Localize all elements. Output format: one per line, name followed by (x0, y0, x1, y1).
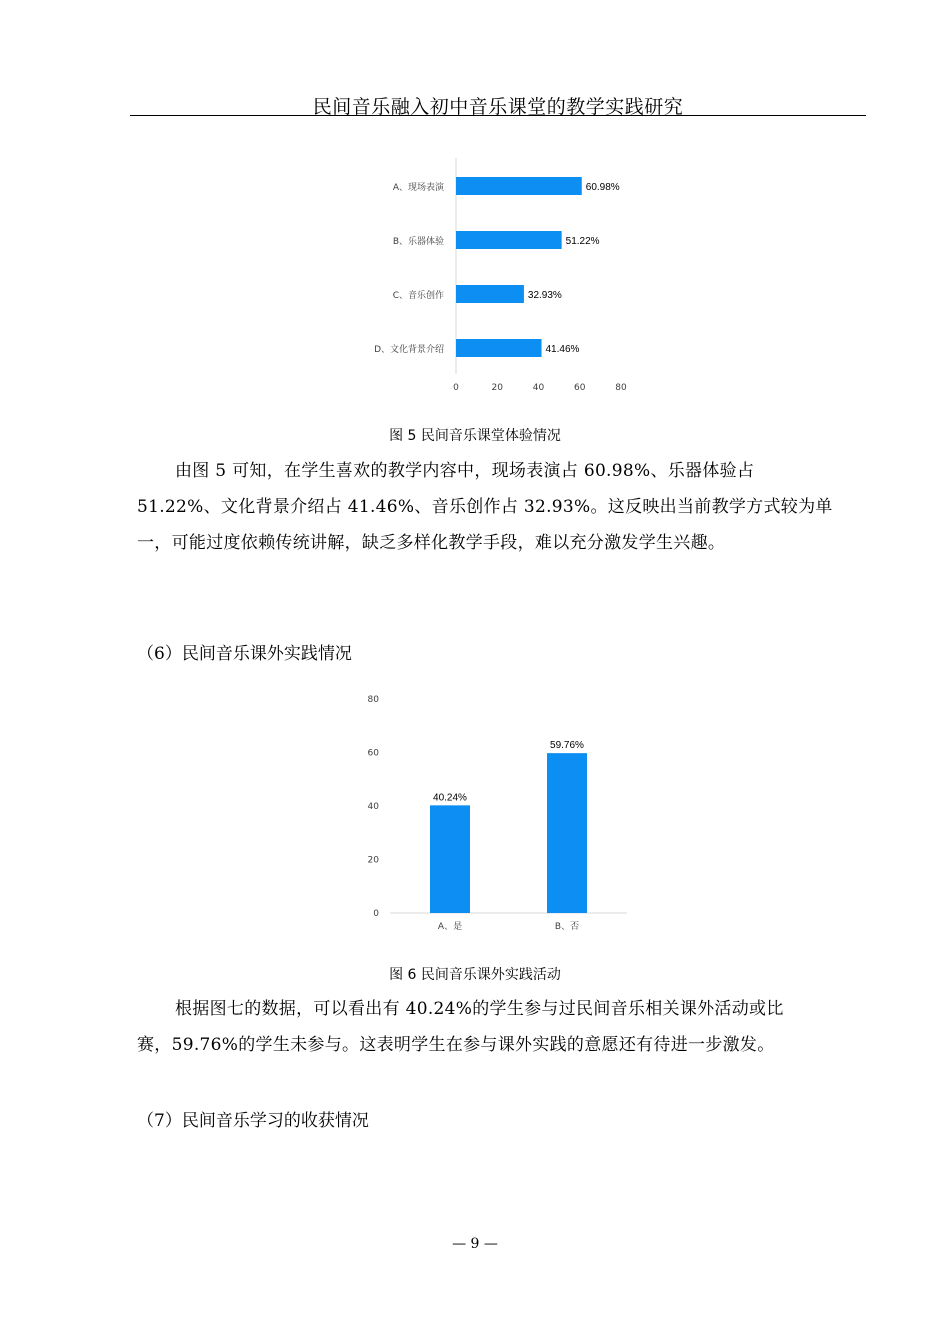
section-heading-7: （7）民间音乐学习的收获情况 (137, 1111, 369, 1131)
data-label: 41.46% (545, 344, 580, 355)
y-tick-label: 0 (373, 909, 379, 919)
category-label: B、否 (554, 922, 580, 932)
bar (456, 285, 524, 303)
y-tick-label: 20 (367, 855, 379, 866)
y-tick-label: 80 (367, 695, 379, 705)
bar (456, 177, 582, 195)
paragraph-line: 根据图七的数据，可以看出有 40.24%的学生参与过民间音乐相关课外活动或比 (175, 999, 784, 1019)
category-label: D、文化背景介绍 (374, 345, 444, 355)
figure5-caption: 图 5 民间音乐课堂体验情况 (389, 428, 561, 444)
figure5-bar-chart (350, 150, 650, 400)
x-tick-label: 0 (453, 383, 459, 393)
section-heading-6: （6）民间音乐课外实践情况 (137, 644, 352, 664)
category-label: A、现场表演 (392, 183, 444, 193)
bar (456, 231, 562, 249)
paragraph-line: 51.22%、文化背景介绍占 41.46%、音乐创作占 32.93%。这反映出当前教学方式较为单 (137, 497, 833, 517)
data-label: 40.24% (433, 792, 467, 804)
x-tick-label: 80 (615, 383, 627, 393)
paragraph-figure6-analysis (137, 991, 784, 1063)
bar (430, 805, 470, 913)
x-tick-label: 40 (532, 383, 545, 393)
category-label: A、是 (437, 922, 463, 932)
figure6-bar-chart (355, 688, 635, 938)
x-tick-label: 60 (574, 383, 586, 393)
page-number: — 9 — (452, 1236, 498, 1252)
data-label: 60.98% (585, 182, 620, 193)
x-tick-label: 20 (491, 383, 503, 393)
paragraph-line: 赛，59.76%的学生未参与。这表明学生在参与课外实践的意愿还有待进一步激发。 (137, 1035, 775, 1055)
y-tick-label: 40 (367, 802, 379, 812)
bar (456, 339, 542, 357)
category-label: C、音乐创作 (392, 291, 444, 301)
bar (547, 753, 587, 913)
data-label: 59.76% (550, 740, 584, 752)
paragraph-figure5-analysis (137, 453, 833, 561)
y-tick-label: 60 (367, 748, 379, 759)
document-header-title: 民间音乐融入初中音乐课堂的教学实践研究 (312, 96, 684, 118)
category-label: B、乐器体验 (392, 237, 444, 247)
data-label: 32.93% (527, 290, 562, 301)
data-label: 51.22% (565, 236, 600, 247)
figure6-caption: 图 6 民间音乐课外实践活动 (389, 967, 561, 983)
header-rule (130, 115, 866, 116)
paragraph-line: 由图 5 可知，在学生喜欢的教学内容中，现场表演占 60.98%、乐器体验占 (175, 461, 755, 481)
paragraph-line: 一，可能过度依赖传统讲解，缺乏多样化教学手段，难以充分激发学生兴趣。 (137, 533, 726, 553)
